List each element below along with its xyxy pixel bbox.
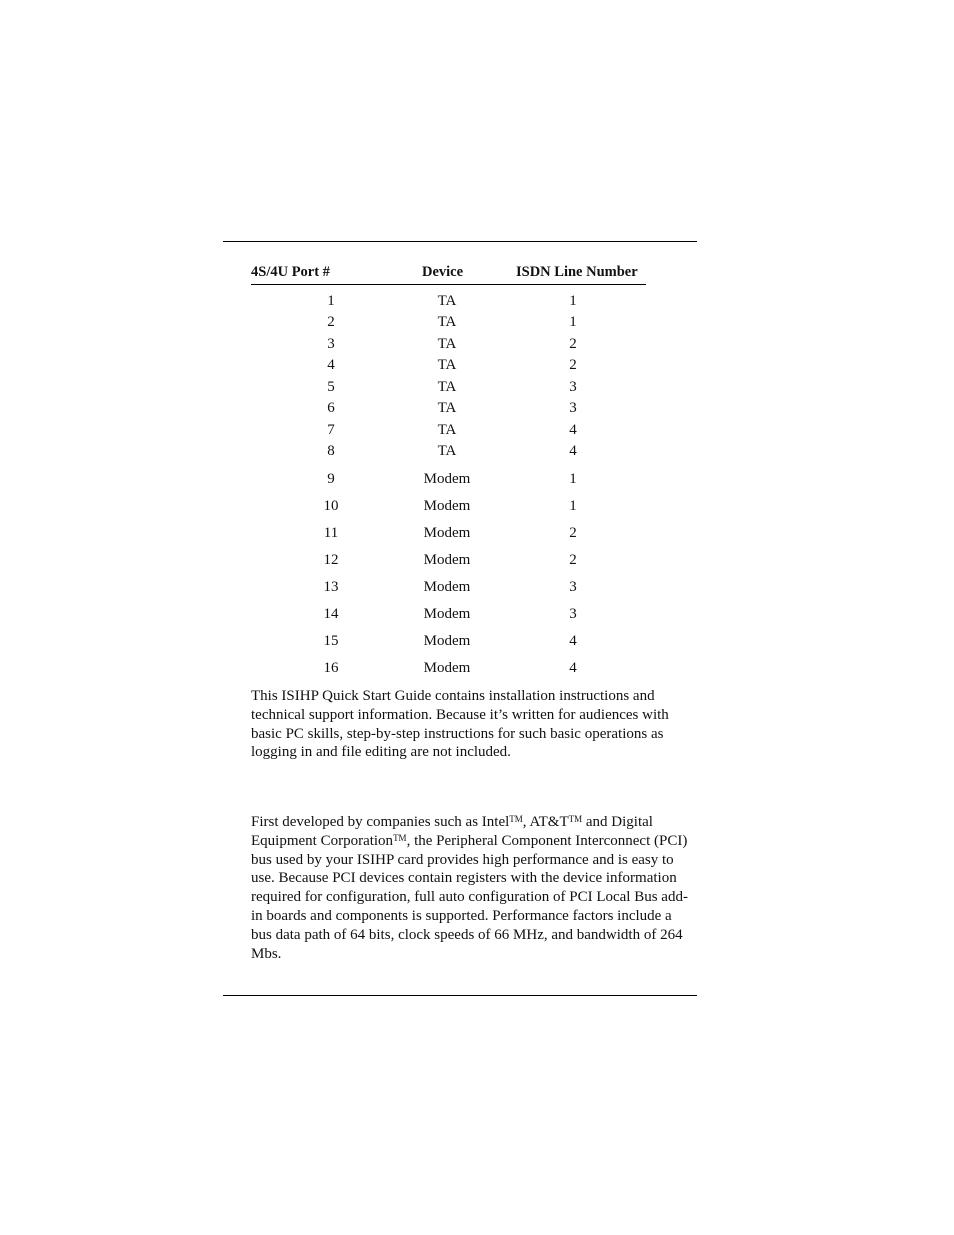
- device-cell: Modem: [423, 552, 471, 568]
- table-row: [251, 398, 651, 418]
- device-cell: Modem: [423, 606, 471, 622]
- device-cell: Modem: [423, 525, 471, 541]
- isdn-line-cell: 3: [569, 379, 577, 395]
- port-cell: 4: [327, 357, 335, 373]
- device-cell: TA: [437, 357, 457, 373]
- bottom-rule: [223, 995, 697, 996]
- header-port: 4S/4U Port #: [251, 264, 330, 280]
- port-cell: 13: [323, 579, 339, 595]
- trademark-dec: TM: [393, 832, 407, 843]
- trademark-att: TM: [568, 814, 583, 824]
- isdn-line-cell: 2: [569, 336, 577, 352]
- isdn-line-cell: 2: [569, 357, 577, 373]
- pci-text-4: , the Peripheral Component Interconnect (PCI) bus used by your ISIHP card provides high performance and is easy to use. Because PCI devices contain registers with the device information required for configuration, full auto configuration of PCI Local Bus add-in boards and components is supported. Performance factors include a bus data path of 64 bits, clock speeds of 66 MHz, and bandwidth of 264 Mbs.: [251, 832, 688, 962]
- isdn-line-cell: 3: [569, 400, 577, 416]
- port-cell: 5: [327, 379, 335, 395]
- device-cell: Modem: [423, 660, 471, 676]
- port-cell: 8: [327, 443, 335, 459]
- device-cell: TA: [437, 422, 457, 438]
- device-cell: Modem: [423, 633, 471, 649]
- table-row: [251, 441, 651, 461]
- device-cell: Modem: [423, 471, 471, 487]
- header-device: Device: [422, 264, 464, 280]
- table-row: [251, 496, 651, 516]
- isdn-line-cell: 1: [569, 314, 577, 330]
- device-cell: TA: [437, 336, 457, 352]
- top-rule: [223, 241, 697, 242]
- device-cell: TA: [437, 443, 457, 459]
- table-row: [251, 355, 651, 375]
- header-isdn-line: ISDN Line Number: [516, 264, 638, 280]
- table-row: [251, 291, 651, 311]
- trademark-intel: TM: [509, 814, 523, 824]
- port-cell: 1: [327, 293, 335, 309]
- port-cell: 7: [327, 422, 335, 438]
- pci-text-2: , AT&T: [522, 814, 569, 830]
- table-row: [251, 604, 651, 624]
- port-cell: 3: [327, 336, 335, 352]
- isdn-line-cell: 4: [569, 443, 577, 459]
- isdn-line-cell: 3: [569, 606, 577, 622]
- isdn-line-cell: 4: [569, 660, 577, 676]
- device-cell: TA: [437, 379, 457, 395]
- table-row: [251, 550, 651, 570]
- port-cell: 2: [327, 314, 335, 330]
- table-row: [251, 334, 651, 354]
- table-row: [251, 377, 651, 397]
- port-cell: 14: [323, 606, 339, 622]
- intro-paragraph: This ISIHP Quick Start Guide contains installation instructions and technical support information. Because it’s written for audiences with basic PC skills, step-by-step instructions for such basic operations as logging in and file editing are not included.: [251, 688, 669, 761]
- device-cell: TA: [437, 400, 457, 416]
- isdn-line-cell: 4: [569, 633, 577, 649]
- port-cell: 15: [323, 633, 339, 649]
- device-cell: Modem: [423, 498, 471, 514]
- table-row: [251, 577, 651, 597]
- pci-paragraph: [251, 813, 696, 963]
- port-cell: 16: [323, 660, 339, 676]
- pci-text-1: First developed by companies such as Intel: [251, 814, 510, 830]
- table-row: [251, 631, 651, 651]
- pci-text-3: and Digital Equipment Corporation: [251, 814, 653, 849]
- isdn-line-cell: 3: [569, 579, 577, 595]
- port-cell: 9: [327, 471, 335, 487]
- device-cell: Modem: [423, 579, 471, 595]
- device-cell: TA: [437, 293, 457, 309]
- isdn-line-cell: 2: [569, 552, 577, 568]
- port-cell: 12: [323, 552, 339, 568]
- isdn-line-cell: 2: [569, 525, 577, 541]
- isdn-line-cell: 1: [569, 471, 577, 487]
- device-cell: TA: [437, 314, 457, 330]
- table-row: [251, 658, 651, 678]
- isdn-line-cell: 1: [569, 293, 577, 309]
- table-row: [251, 420, 651, 440]
- port-cell: 11: [323, 525, 339, 541]
- table-header: [251, 262, 646, 285]
- isdn-line-cell: 1: [569, 498, 577, 514]
- isdn-line-cell: 4: [569, 422, 577, 438]
- port-cell: 10: [323, 498, 339, 514]
- table-row: [251, 469, 651, 489]
- port-cell: 6: [327, 400, 335, 416]
- table-row: [251, 312, 651, 332]
- table-row: [251, 523, 651, 543]
